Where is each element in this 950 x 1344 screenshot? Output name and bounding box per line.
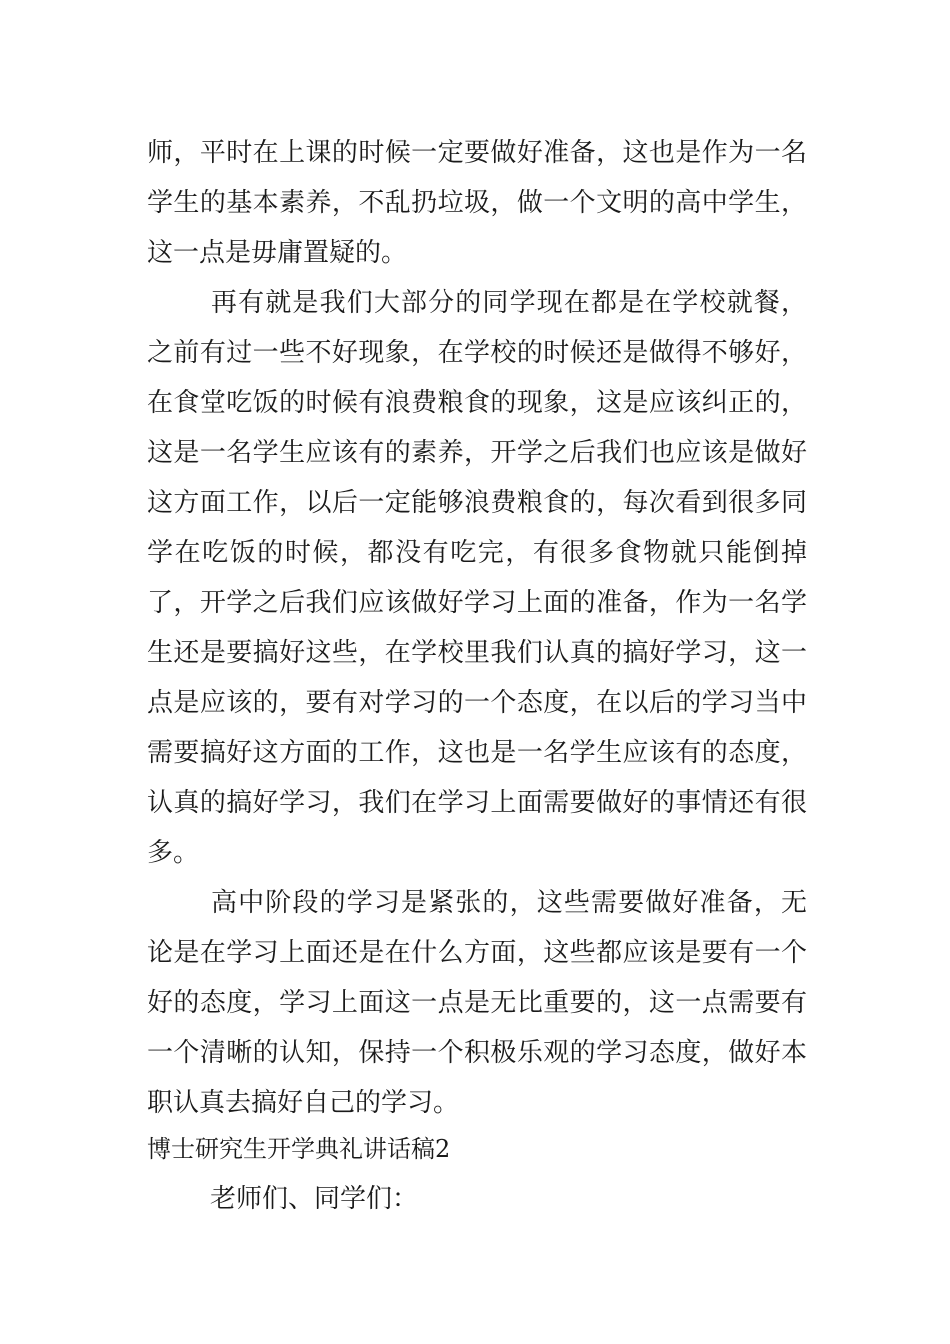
paragraph-3: 高中阶段的学习是紧张的，这些需要做好准备，无论是在学习上面还是在什么方面，这些都应该是要有一个好的态度，学习上面这一点是无比重要的，这一点需要有一个清晰的认知，保持一个积极乐观的学习态度，做好本职认真去搞好自己的学习。 [147,888,807,1118]
paragraph-1: 师，平时在上课的时候一定要做好准备，这也是作为一名学生的基本素养，不乱扔垃圾，做一个文明的高中学生，这一点是毋庸置疑的。 [147,138,807,268]
body-text [147,128,807,1128]
paragraph-2: 再有就是我们大部分的同学现在都是在学校就餐，之前有过一些不好现象，在学校的时候还是做得不够好，在食堂吃饭的时候有浪费粮食的现象，这是应该纠正的，这是一名学生应该有的素养，开学之后我们也应该是做好这方面工作，以后一定能够浪费粮食的，每次看到很多同学在吃饭的时候，都没有吃完，有很多食物就只能倒掉了，开学之后我们应该做好学习上面的准备，作为一名学生还是要搞好这些，在学校里我们认真的搞好学习，这一点是应该的，要有对学习的一个态度，在以后的学习当中需要搞好这方面的工作，这也是一名学生应该有的态度，认真的搞好学习，我们在学习上面需要做好的事情还有很多。 [147,288,807,868]
section-heading: 博士研究生开学典礼讲话稿2 [147,1135,451,1163]
salutation: 老师们、同学们： [210,1184,419,1214]
